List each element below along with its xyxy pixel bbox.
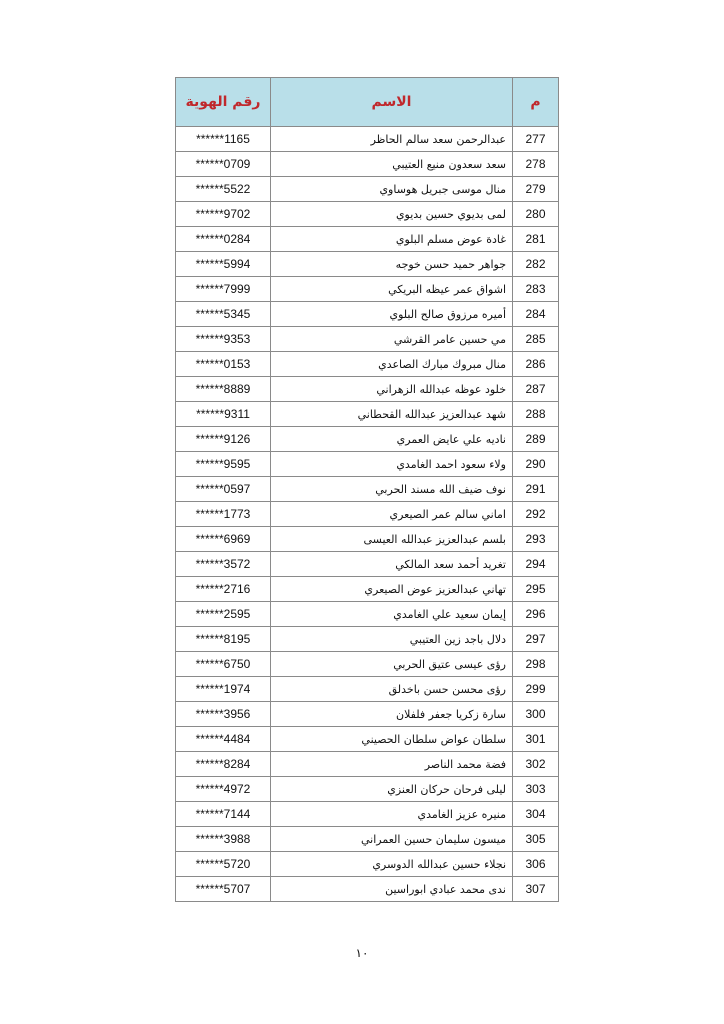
row-id-number: ******0284: [176, 227, 271, 252]
row-name: ولاء سعود احمد الغامدي: [271, 452, 513, 477]
table-row: [176, 677, 559, 702]
row-number: 291: [513, 477, 559, 502]
row-name: منال مبروك مبارك الصاعدي: [271, 352, 513, 377]
row-name: تهاني عبدالعزيز عوض الصيعري: [271, 577, 513, 602]
row-id-number: ******9702: [176, 202, 271, 227]
row-id-number: ******9126: [176, 427, 271, 452]
row-number: 285: [513, 327, 559, 352]
row-id-number: ******2595: [176, 602, 271, 627]
row-id-number: ******8284: [176, 752, 271, 777]
row-name: خلود عوظه عبدالله الزهراني: [271, 377, 513, 402]
row-name: نجلاء حسين عبدالله الدوسري: [271, 852, 513, 877]
row-number: 289: [513, 427, 559, 452]
row-number: 302: [513, 752, 559, 777]
row-id-number: ******5720: [176, 852, 271, 877]
table-row: [176, 552, 559, 577]
row-name: بلسم عبدالعزيز عبدالله العيسى: [271, 527, 513, 552]
row-id-number: ******6750: [176, 652, 271, 677]
row-name: اماني سالم عمر الصيعري: [271, 502, 513, 527]
page-number: ١٠: [355, 946, 369, 960]
row-number: 277: [513, 127, 559, 152]
row-name: منال موسى جبريل هوساوي: [271, 177, 513, 202]
row-name: عبدالرحمن سعد سالم الحاظر: [271, 127, 513, 152]
row-id-number: ******7999: [176, 277, 271, 302]
row-number: 282: [513, 252, 559, 277]
table-row: [176, 702, 559, 727]
table-row: [176, 202, 559, 227]
row-number: 297: [513, 627, 559, 652]
row-name: رؤى محسن حسن باخدلق: [271, 677, 513, 702]
row-name: أميره مرزوق صالح البلوي: [271, 302, 513, 327]
row-name: سارة زكريا جعفر فلفلان: [271, 702, 513, 727]
row-id-number: ******6969: [176, 527, 271, 552]
row-id-number: ******8195: [176, 627, 271, 652]
table-row: [176, 527, 559, 552]
table-row: [176, 452, 559, 477]
row-number: 287: [513, 377, 559, 402]
row-number: 279: [513, 177, 559, 202]
row-id-number: ******1773: [176, 502, 271, 527]
row-number: 281: [513, 227, 559, 252]
row-number: 280: [513, 202, 559, 227]
table-row: [176, 627, 559, 652]
row-id-number: ******9595: [176, 452, 271, 477]
row-name: مي حسين عامر القرشي: [271, 327, 513, 352]
row-id-number: ******9311: [176, 402, 271, 427]
row-number: 305: [513, 827, 559, 852]
row-id-number: ******0709: [176, 152, 271, 177]
row-id-number: ******5994: [176, 252, 271, 277]
table-row: [176, 177, 559, 202]
table-row: [176, 477, 559, 502]
row-name: تغريد أحمد سعد المالكي: [271, 552, 513, 577]
row-name: سعد سعدون منيع العتيبي: [271, 152, 513, 177]
row-id-number: ******9353: [176, 327, 271, 352]
table-row: [176, 727, 559, 752]
row-number: 303: [513, 777, 559, 802]
header-number: م: [513, 78, 559, 127]
table-row: [176, 577, 559, 602]
row-number: 286: [513, 352, 559, 377]
row-id-number: ******5707: [176, 877, 271, 902]
row-id-number: ******0597: [176, 477, 271, 502]
row-id-number: ******2716: [176, 577, 271, 602]
row-name: ليلى فرحان حركان العنزي: [271, 777, 513, 802]
table-row: [176, 427, 559, 452]
row-number: 295: [513, 577, 559, 602]
table-row: [176, 827, 559, 852]
row-number: 304: [513, 802, 559, 827]
row-number: 284: [513, 302, 559, 327]
row-number: 306: [513, 852, 559, 877]
table-row: [176, 877, 559, 902]
names-table: [175, 77, 559, 902]
row-name: ناديه علي عايض العمري: [271, 427, 513, 452]
table-header-row: [176, 78, 559, 127]
row-number: 283: [513, 277, 559, 302]
row-name: سلطان عواض سلطان الحصيني: [271, 727, 513, 752]
row-id-number: ******1974: [176, 677, 271, 702]
row-name: شهد عبدالعزيز عبدالله القحطاني: [271, 402, 513, 427]
table-row: [176, 377, 559, 402]
row-number: 290: [513, 452, 559, 477]
header-id-number: رقم الهوية: [176, 78, 271, 127]
row-number: 298: [513, 652, 559, 677]
row-id-number: ******3988: [176, 827, 271, 852]
table-row: [176, 602, 559, 627]
table-body: [176, 127, 559, 902]
table-row: [176, 652, 559, 677]
row-name: رؤى عيسى عتيق الحربي: [271, 652, 513, 677]
row-name: غادة عوض مسلم البلوي: [271, 227, 513, 252]
row-id-number: ******4972: [176, 777, 271, 802]
row-id-number: ******1165: [176, 127, 271, 152]
header-name: الاسم: [271, 78, 513, 127]
row-id-number: ******5345: [176, 302, 271, 327]
row-number: 300: [513, 702, 559, 727]
row-id-number: ******3572: [176, 552, 271, 577]
table-row: [176, 852, 559, 877]
table-row: [176, 252, 559, 277]
row-id-number: ******7144: [176, 802, 271, 827]
table-row: [176, 227, 559, 252]
row-name: اشواق عمر عيظه البريكي: [271, 277, 513, 302]
row-id-number: ******8889: [176, 377, 271, 402]
row-number: 296: [513, 602, 559, 627]
table-row: [176, 127, 559, 152]
table-row: [176, 802, 559, 827]
row-id-number: ******5522: [176, 177, 271, 202]
row-name: دلال باجد زين العتيبي: [271, 627, 513, 652]
table-row: [176, 302, 559, 327]
table-row: [176, 502, 559, 527]
table-row: [176, 277, 559, 302]
table-row: [176, 327, 559, 352]
row-number: 292: [513, 502, 559, 527]
row-name: منيره عزيز الغامدي: [271, 802, 513, 827]
row-id-number: ******3956: [176, 702, 271, 727]
row-name: فضة محمد الناصر: [271, 752, 513, 777]
row-number: 288: [513, 402, 559, 427]
row-id-number: ******4484: [176, 727, 271, 752]
row-number: 293: [513, 527, 559, 552]
table-row: [176, 352, 559, 377]
row-id-number: ******0153: [176, 352, 271, 377]
table-row: [176, 777, 559, 802]
row-name: نوف ضيف الله مسند الحربي: [271, 477, 513, 502]
names-table-container: [175, 77, 558, 902]
row-number: 299: [513, 677, 559, 702]
table-row: [176, 402, 559, 427]
table-row: [176, 152, 559, 177]
row-number: 307: [513, 877, 559, 902]
row-number: 278: [513, 152, 559, 177]
table-row: [176, 752, 559, 777]
row-name: جواهر حميد حسن خوجه: [271, 252, 513, 277]
row-name: ميسون سليمان حسين العمراني: [271, 827, 513, 852]
row-name: ندى محمد عبادي ابوراسين: [271, 877, 513, 902]
row-name: إيمان سعيد علي الغامدي: [271, 602, 513, 627]
row-number: 301: [513, 727, 559, 752]
row-name: لمى بديوي حسين بديوي: [271, 202, 513, 227]
row-number: 294: [513, 552, 559, 577]
